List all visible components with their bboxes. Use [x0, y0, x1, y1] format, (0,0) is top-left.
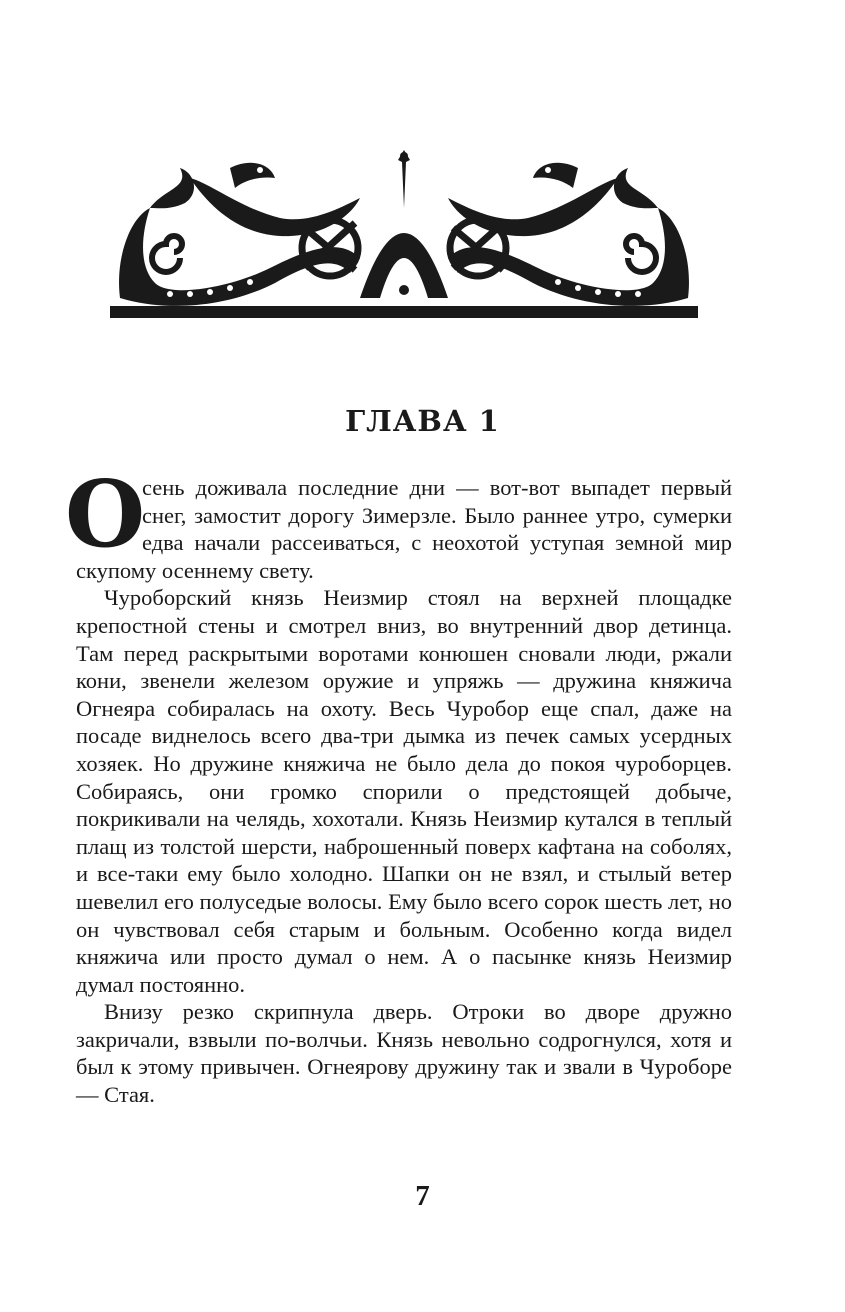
- drop-cap-letter: О: [64, 460, 146, 568]
- ornament-header-icon: [110, 148, 698, 320]
- chapter-title: ГЛАВА 1: [345, 404, 500, 438]
- paragraph-2: Чуроборский князь Неизмир стоял на верхней площадке крепостной стены и смотрел вниз, во внутренний двор детинца. Там перед раскрытыми воротами конюшен сновали люди, ржали кони, звенели железом оружие и упряжь — дружина княжича Огнеяра собиралась на охоту. Весь Чуробор еще спал, даже на посаде виднелось всего два-три дымка из печек самых усердных хозяек. Но дружине княжича не было дела до покоя чуроборцев. Собираясь, они громко спорили о предстоящей добыче, покрикивали на челядь, хохотали. Князь Неизмир кутался в теплый плащ из толстой шерсти, наброшенный поверх кафтана на соболях, и все-таки ему было холодно. Шапки он не взял, и стылый ветер шевелил его полуседые волосы. Ему было всего сорок шесть лет, но он чувствовал себя старым и больным. Особенно когда видел княжича или просто думал о нем. А о пасынке князь Неизмир думал постоянно.: [76, 585, 732, 997]
- paragraph-1-text: сень доживала последние дни — вот-вот выпадет первый снег, замостит дорогу Зимерзле. Было раннее утро, сумерки едва начали рассеиваться, с неохотой уступая земной мир скупому осеннему свету.: [76, 475, 732, 583]
- chapter-text: [64, 460, 732, 1109]
- paragraph-3: Внизу резко скрипнула дверь. Отроки во дворе дружно закричали, взвыли по-волчьи. Князь невольно содрогнулся, хотя и был к этому привычен. Огнеярову дружину так и звали в Чуроборе — Стая.: [76, 999, 732, 1108]
- page-number: 7: [415, 1180, 430, 1212]
- drop-cap: [64, 460, 146, 568]
- paragraph-1: [64, 460, 732, 584]
